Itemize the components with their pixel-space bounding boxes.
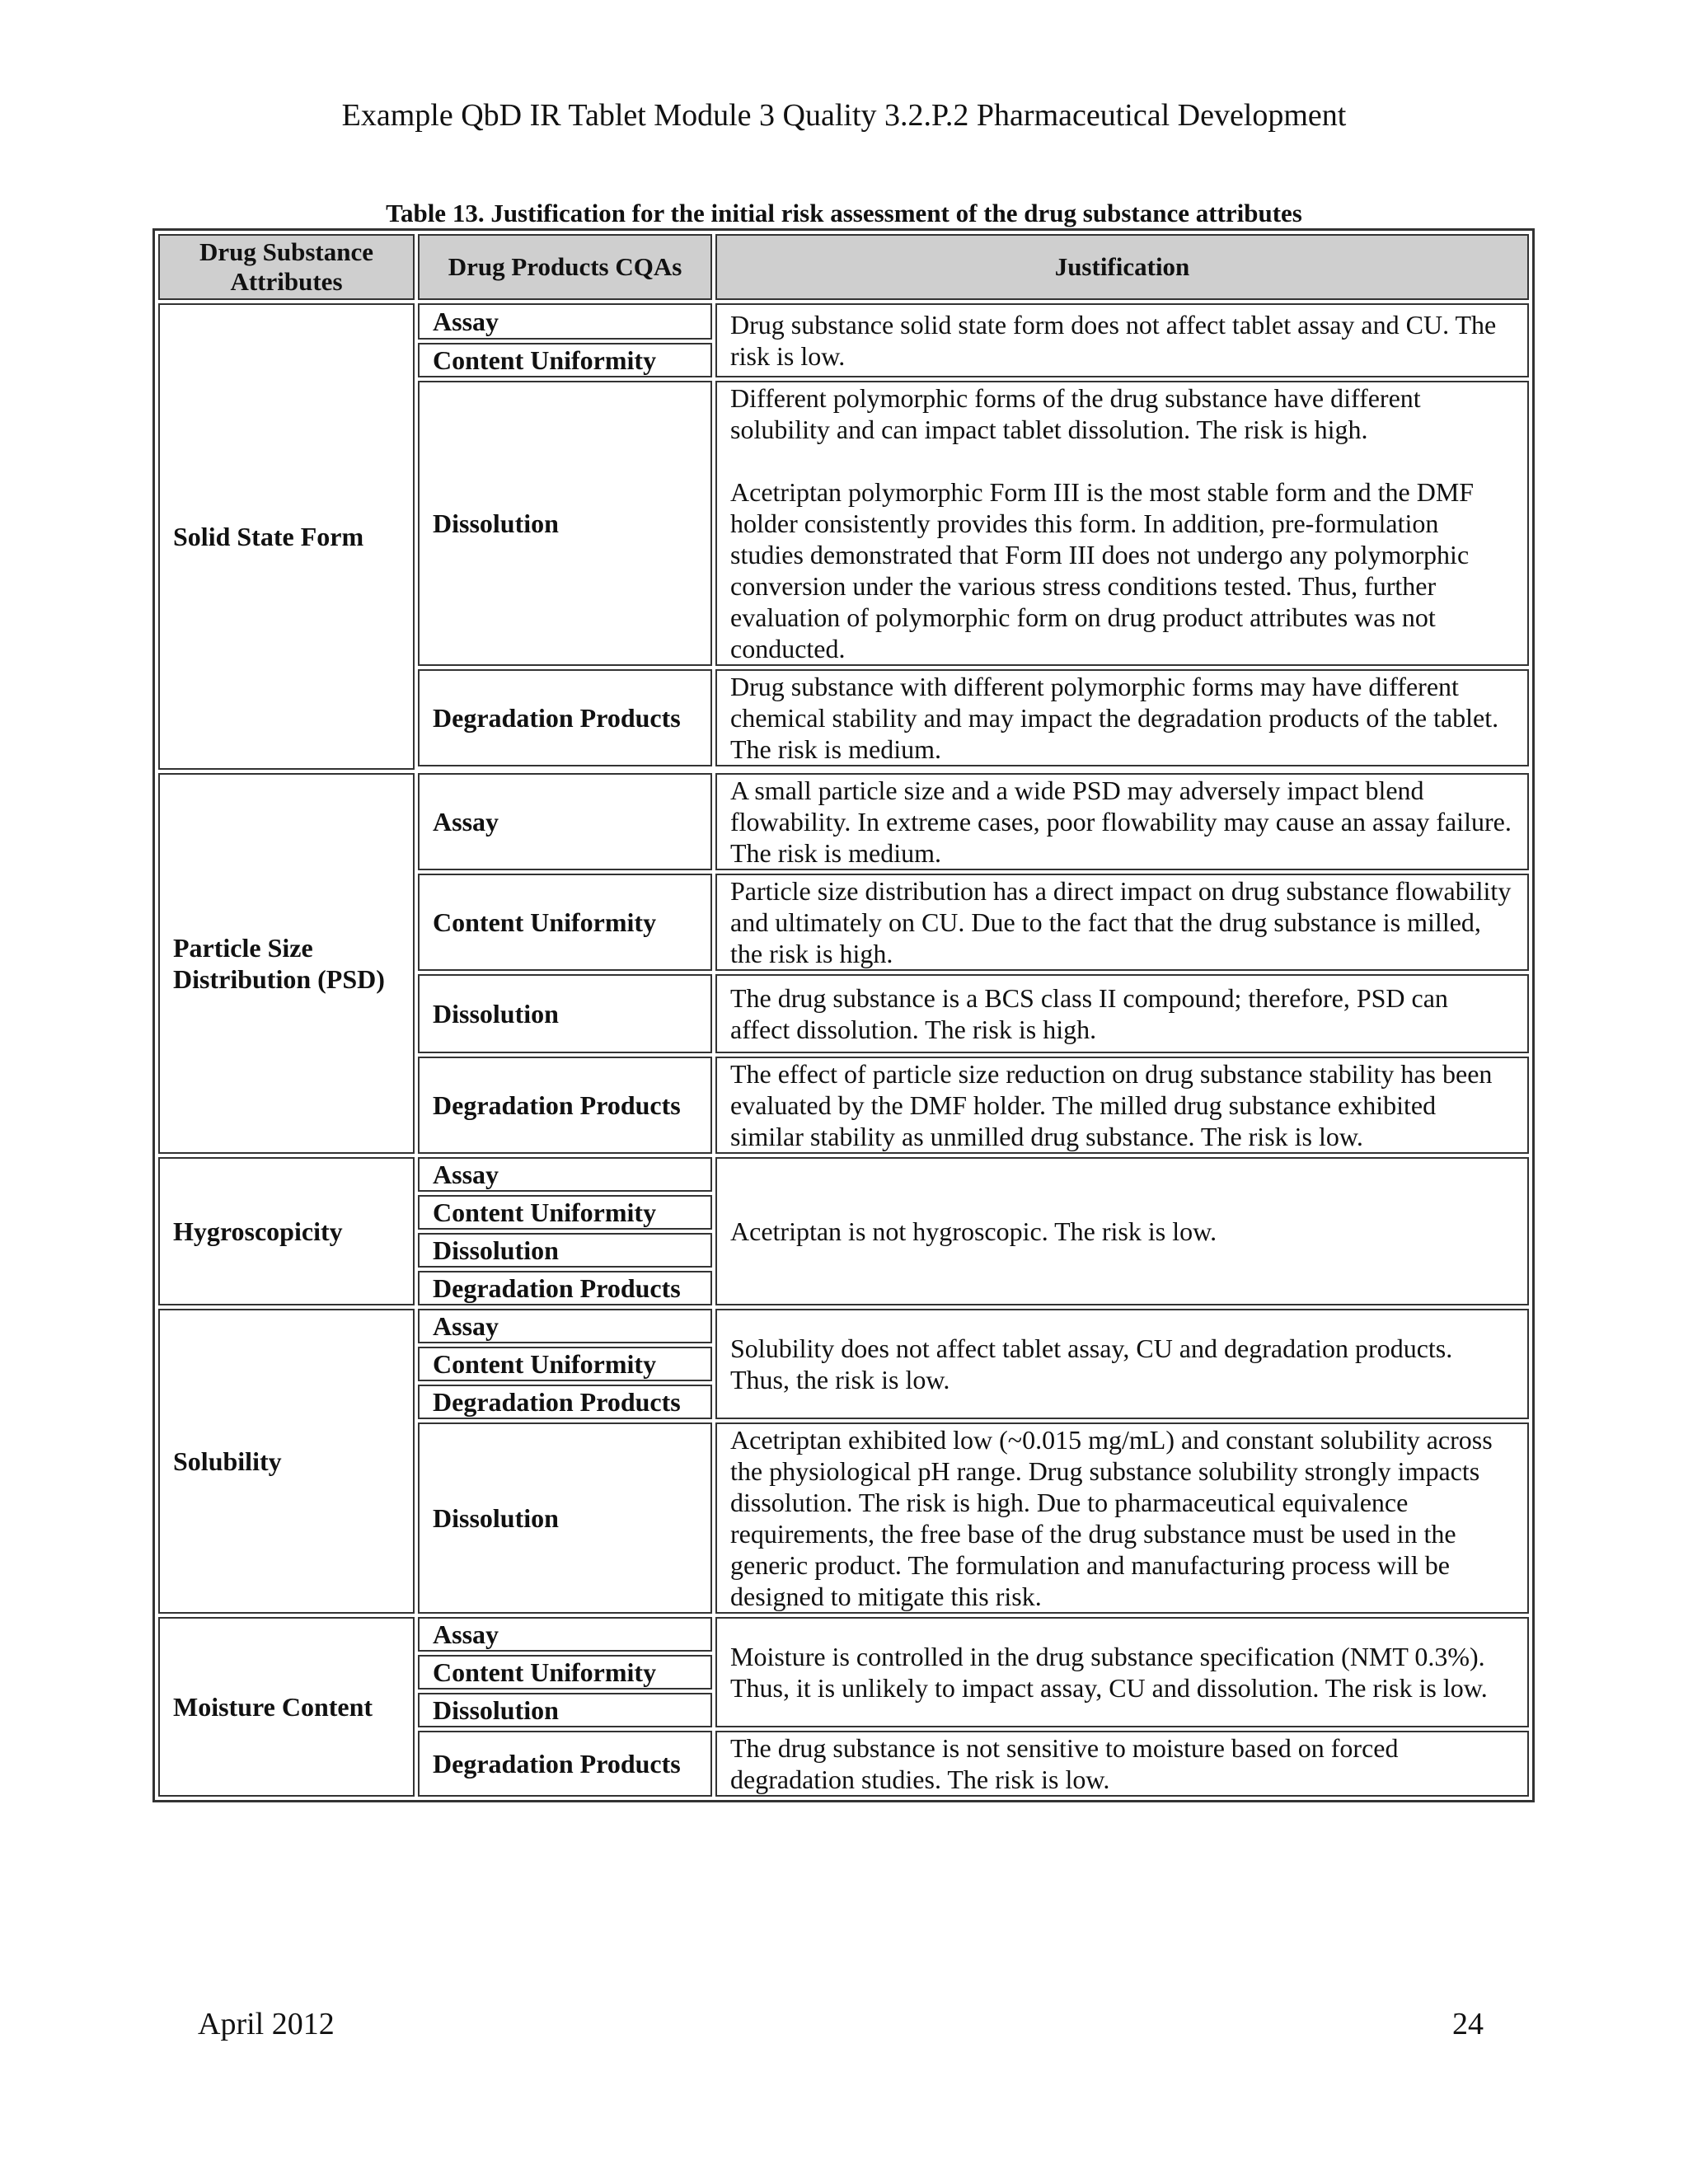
justification-cell: Acetriptan is not hygroscopic. The risk is low. bbox=[715, 1157, 1529, 1305]
table-row bbox=[158, 1309, 1529, 1343]
justification-cell: Drug substance solid state form does not affect tablet assay and CU. The risk is low. bbox=[715, 303, 1529, 377]
cqa-cell: Assay bbox=[418, 1617, 712, 1652]
cqa-cell: Assay bbox=[418, 303, 712, 340]
cqa-cell: Degradation Products bbox=[418, 1385, 712, 1419]
justification-cell: The drug substance is a BCS class II compound; therefore, PSD can affect dissolution. The risk is high. bbox=[715, 974, 1529, 1053]
attribute-cell: Moisture Content bbox=[158, 1617, 415, 1797]
justification-cell: Drug substance with different polymorphic forms may have different chemical stability and may impact the degradation products of the tablet. The risk is medium. bbox=[715, 669, 1529, 766]
justification-cell: Particle size distribution has a direct impact on drug substance flowability and ultimately on CU. Due to the fact that the drug substance is milled, the risk is high. bbox=[715, 874, 1529, 971]
justification-paragraph: Different polymorphic forms of the drug substance have different solubility and can impact tablet dissolution. The risk is high. bbox=[730, 383, 1421, 444]
justification-cell: Moisture is controlled in the drug substance specification (NMT 0.3%). Thus, it is unlikely to impact assay, CU and dissolution. The risk is low. bbox=[715, 1617, 1529, 1727]
justification-cell: The drug substance is not sensitive to moisture based on forced degradation studies. The risk is low. bbox=[715, 1731, 1529, 1797]
cqa-cell: Content Uniformity bbox=[418, 1347, 712, 1381]
cqa-cell: Degradation Products bbox=[418, 1271, 712, 1305]
column-header-cqas: Drug Products CQAs bbox=[418, 234, 712, 300]
table-row bbox=[158, 1617, 1529, 1652]
table-row bbox=[158, 1157, 1529, 1192]
cqa-cell: Assay bbox=[418, 1309, 712, 1343]
page-header: Example QbD IR Tablet Module 3 Quality 3.2.P.2 Pharmaceutical Development bbox=[341, 98, 1347, 133]
cqa-cell: Dissolution bbox=[418, 1693, 712, 1727]
page-number: 24 bbox=[1452, 2007, 1484, 2041]
cqa-cell: Degradation Products bbox=[418, 669, 712, 766]
justification-cell: Acetriptan exhibited low (~0.015 mg/mL) and constant solubility across the physiological pH range. Drug substance solubility strongly impacts dissolution. The risk is high. Due to pharmaceutical equivalence requirements, the free base of the drug substance must be used in the generic product. The formulation and manufacturing process will be designed to mitigate this risk. bbox=[715, 1422, 1529, 1614]
column-header-justification: Justification bbox=[715, 234, 1529, 300]
cqa-cell: Dissolution bbox=[418, 381, 712, 666]
cqa-cell: Degradation Products bbox=[418, 1731, 712, 1797]
cqa-cell: Degradation Products bbox=[418, 1057, 712, 1154]
table-row bbox=[158, 773, 1529, 870]
column-header-attributes: Drug Substance Attributes bbox=[158, 234, 415, 300]
cqa-cell: Content Uniformity bbox=[418, 1655, 712, 1690]
risk-assessment-table bbox=[152, 228, 1535, 1802]
table-header-row bbox=[158, 234, 1529, 300]
justification-paragraph: Acetriptan polymorphic Form III is the most stable form and the DMF holder consistently provides this form. In addition, pre-formulation studies demonstrated that Form III does not undergo any polymorphic conversion under the various stress conditions tested. Thus, further evaluation of polymorphic form on drug product attributes was not conducted. bbox=[730, 477, 1475, 663]
cqa-cell: Content Uniformity bbox=[418, 1195, 712, 1230]
cqa-cell: Dissolution bbox=[418, 974, 712, 1053]
justification-cell: Solubility does not affect tablet assay, CU and degradation products. Thus, the risk is low. bbox=[715, 1309, 1529, 1419]
cqa-cell: Dissolution bbox=[418, 1233, 712, 1268]
table-title: Table 13. Justification for the initial risk assessment of the drug substance attributes bbox=[386, 199, 1302, 227]
attribute-cell: Solid State Form bbox=[158, 303, 415, 770]
cqa-cell: Assay bbox=[418, 773, 712, 870]
cqa-cell: Content Uniformity bbox=[418, 343, 712, 377]
justification-cell: A small particle size and a wide PSD may adversely impact blend flowability. In extreme cases, poor flowability may cause an assay failure. The risk is medium. bbox=[715, 773, 1529, 870]
footer-date: April 2012 bbox=[198, 2007, 335, 2041]
attribute-cell: Hygroscopicity bbox=[158, 1157, 415, 1305]
table-row bbox=[158, 303, 1529, 340]
justification-cell: The effect of particle size reduction on drug substance stability has been evaluated by the DMF holder. The milled drug substance exhibited similar stability as unmilled drug substance. The risk is low. bbox=[715, 1057, 1529, 1154]
justification-cell bbox=[715, 381, 1529, 666]
cqa-cell: Assay bbox=[418, 1157, 712, 1192]
cqa-cell: Content Uniformity bbox=[418, 874, 712, 971]
cqa-cell: Dissolution bbox=[418, 1422, 712, 1614]
attribute-cell: Solubility bbox=[158, 1309, 415, 1614]
attribute-cell: Particle Size Distribution (PSD) bbox=[158, 773, 415, 1154]
